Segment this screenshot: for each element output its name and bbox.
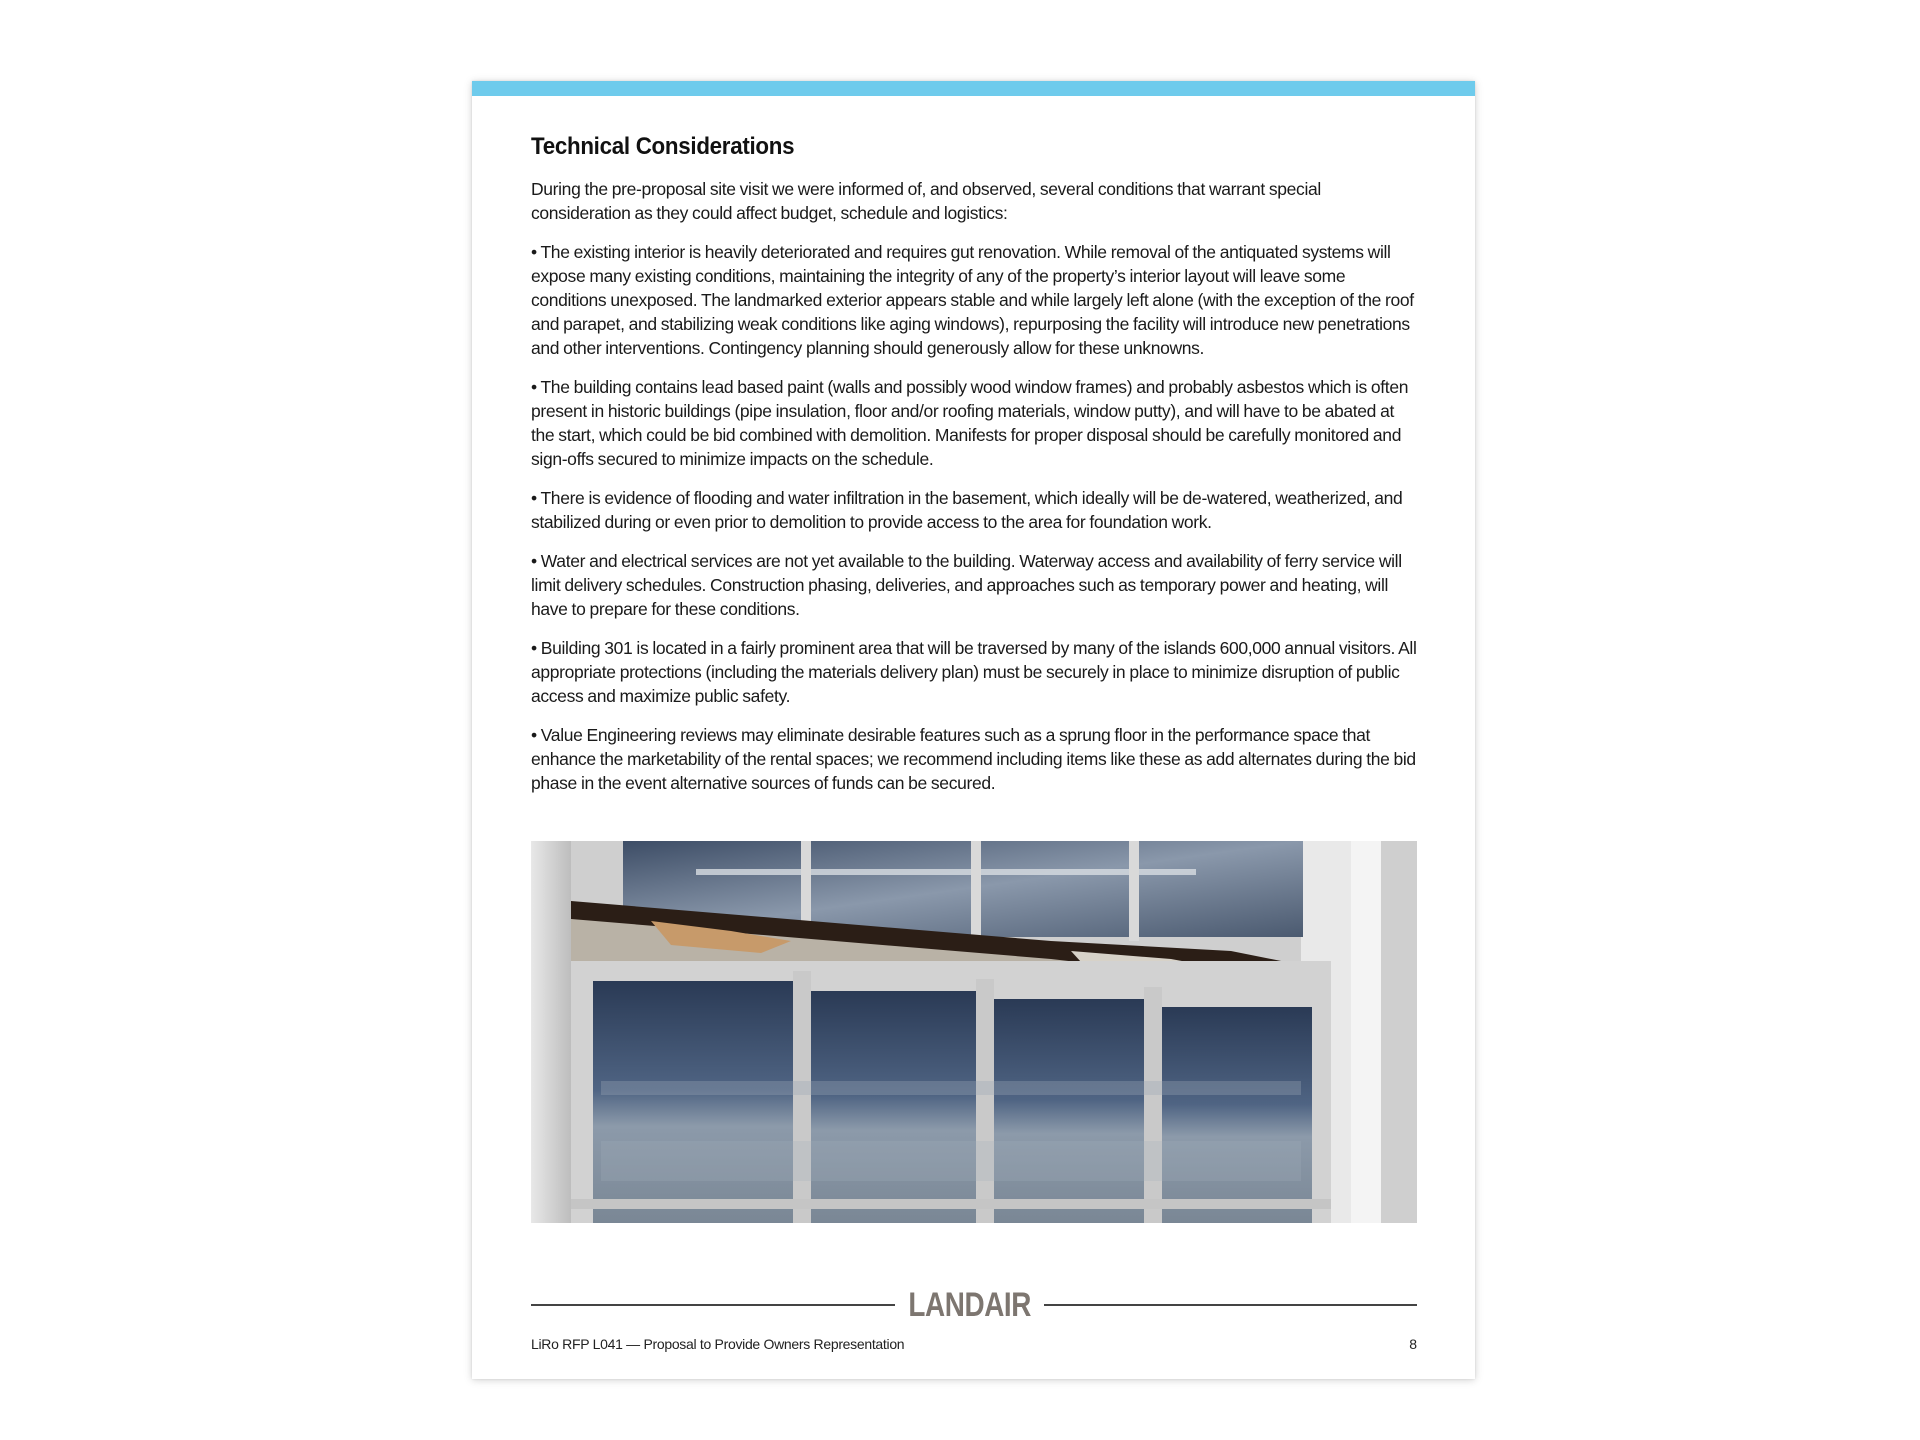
bullet-paragraph: • Building 301 is located in a fairly prominent area that will be traversed by many of the islands 600,000 annual visitors. All appropriate protections (including the materials delivery plan) must be securely in place to minimize disruption of public access and maximize public safety.	[531, 638, 1417, 706]
accent-bar	[472, 81, 1475, 96]
document-page	[472, 81, 1475, 1379]
bullet-paragraph: • The building contains lead based paint (walls and possibly wood window frames) and probably asbestos which is often present in historic buildings (pipe insulation, floor and/or roofing materials, window putty), and will have to be abated at the start, which could be bid combined with demolition. Manifests for proper disposal should be carefully monitored and sign-offs secured to minimize impacts on the schedule.	[531, 377, 1409, 469]
bullet-paragraph: • The existing interior is heavily deteriorated and requires gut renovation. While removal of the antiquated systems will expose many existing conditions, maintaining the integrity of any of the property’s interior layout will leave some conditions unexposed. The landmarked exterior appears stable and while largely left alone (with the exception of the roof and parapet, and stabilizing weak conditions like aging windows), repurposing the facility will introduce new penetrations and other interventions. Contingency planning should generously allow for these unknowns.	[531, 242, 1414, 358]
page-number: 8	[1409, 1336, 1417, 1352]
intro-paragraph: During the pre-proposal site visit we were informed of, and observed, several conditions that warrant special consideration as they could affect budget, schedule and logistics:	[531, 179, 1321, 223]
footer-text: LiRo RFP L041 — Proposal to Provide Owners Representation	[531, 1336, 905, 1352]
page-title: Technical Considerations	[531, 133, 795, 160]
deteriorated-window-photo	[531, 841, 1417, 1223]
landair-logo: LANDAIR	[908, 1286, 1031, 1324]
bullet-paragraph: • Water and electrical services are not yet available to the building. Waterway access and availability of ferry service will limit delivery schedules. Construction phasing, deliveries, and approaches such as temporary power and heating, will have to prepare for these conditions.	[531, 551, 1402, 619]
bullet-paragraph: • Value Engineering reviews may eliminate desirable features such as a sprung floor in the performance space that enhance the marketability of the rental spaces; we recommend including items like these as add alternates during the bid phase in the event alternative sources of funds can be secured.	[531, 725, 1416, 793]
footer-divider-left	[531, 1304, 895, 1306]
footer-divider-right	[1044, 1304, 1417, 1306]
bullet-paragraph: • There is evidence of flooding and water infiltration in the basement, which ideally will be de-watered, weatherized, and stabilized during or even prior to demolition to provide access to the area for foundation work.	[531, 488, 1403, 532]
page-content	[531, 133, 1417, 810]
